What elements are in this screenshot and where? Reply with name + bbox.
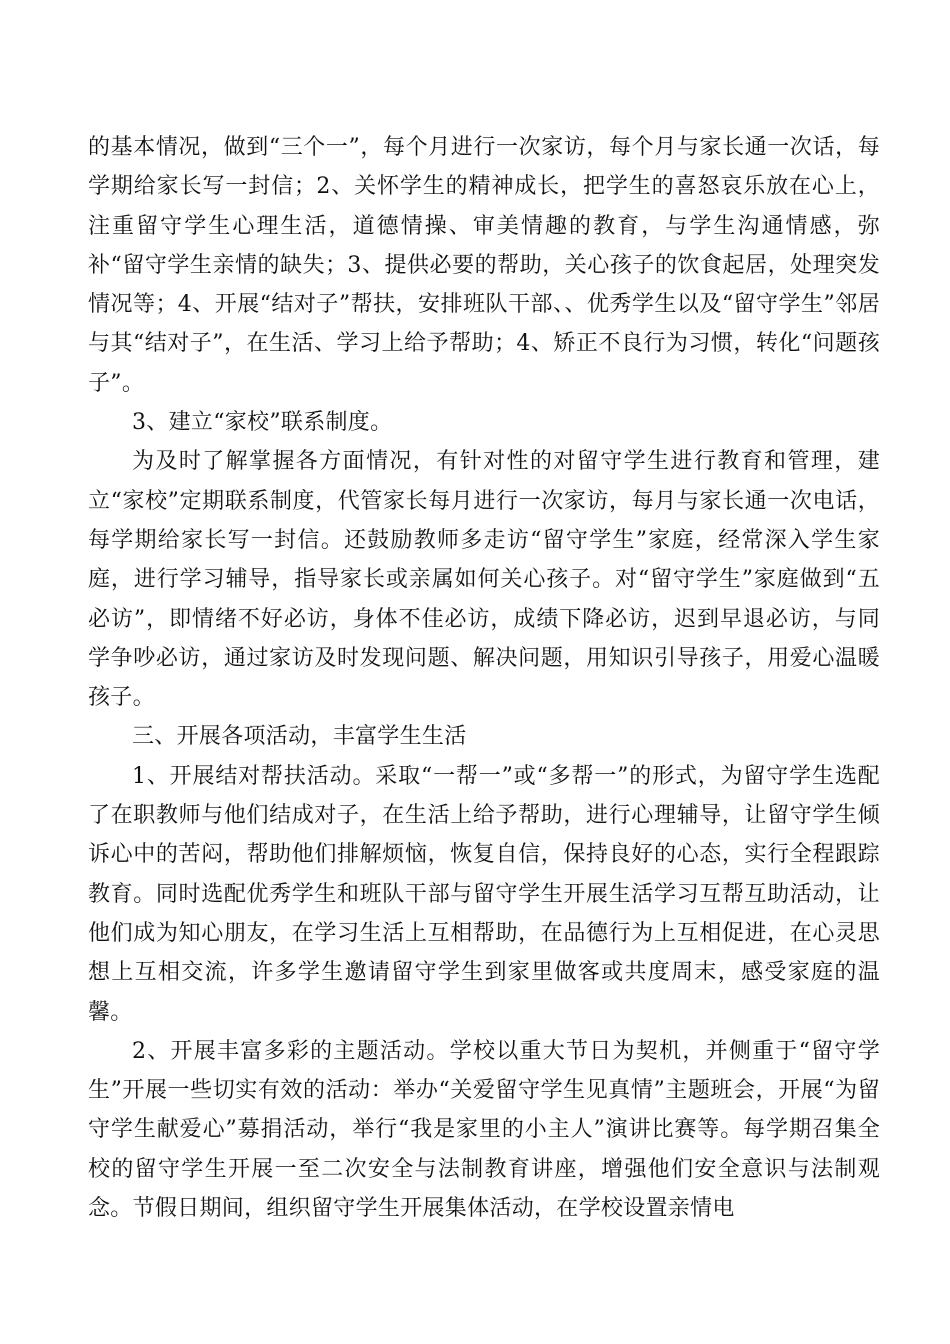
paragraph-pairing-activities: 1、开展结对帮扶活动。采取“一帮一”或“多帮一”的形式，为留守学生选配了在职教师与他们结成对子，在生活上给予帮助，进行心理辅导，让留守学生倾诉心中的苦闷，帮助他们排解烦恼，恢复自信，保持良好的心态，实行全程跟踪教育。同时选配优秀学生和班队干部与留守学生开展生活学习互帮互助活动，让他们成为知心朋友，在学习生活上互相帮助，在品德行为上互相促进，在心灵思想上互相交流，许多学生邀请留守学生到家里做客或共度周末，感受家庭的温馨。 xyxy=(88,763,880,1025)
section-heading-activities: 三、开展各项活动，丰富学生生活 xyxy=(132,724,467,750)
paragraph-theme-activities: 2、开展丰富多彩的主题活动。学校以重大节日为契机，并侧重于“留守学生”开展一些切实有效的活动：举办“关爱留守学生见真情”主题班会，开展“为留守学生献爱心”募捐活动，举行“我是家里的小主人”演讲比赛等。每学期召集全校的留守学生开展一至二次安全与法制教育讲座，增强他们安全意识与法制观念。节假日期间，组织留守学生开展集体活动，在学校设置亲情电 xyxy=(88,1038,880,1222)
paragraph-home-school-system: 为及时了解掌握各方面情况，有针对性的对留守学生进行教育和管理，建立“家校”定期联系制度，代管家长每月进行一次家访，每月与家长通一次电话，每学期给家长写一封信。还鼓励教师多走访“留守学生”家庭，经常深入学生家庭，进行学习辅导，指导家长或亲属如何关心孩子。对“留守学生”家庭做到“五必访”，即情绪不好必访，身体不佳必访，成绩下降必访，迟到早退必访，与同学争吵必访，通过家访及时发现问题、解决问题，用知识引导孩子，用爱心温暖孩子。 xyxy=(88,449,880,711)
section-heading-home-school: 3、建立“家校”联系制度。 xyxy=(132,410,393,436)
paragraph-continuation: 的基本情况，做到“三个一”，每个月进行一次家访，每个月与家长通一次话，每学期给家长写一封信；2、关怀学生的精神成长，把学生的喜怒哀乐放在心上，注重留守学生心理生活，道德情操、审美情趣的教育，与学生沟通情感，弥补“留守学生亲情的缺失；3、提供必要的帮助，关心孩子的饮食起居，处理突发情况等；4、开展“结对子”帮扶，安排班队干部、、优秀学生以及“留守学生”邻居与其“结对子”，在生活、学习上给予帮助；4、矫正不良行为习惯，转化“问题孩子”。 xyxy=(88,135,880,396)
document-body xyxy=(88,128,880,1228)
